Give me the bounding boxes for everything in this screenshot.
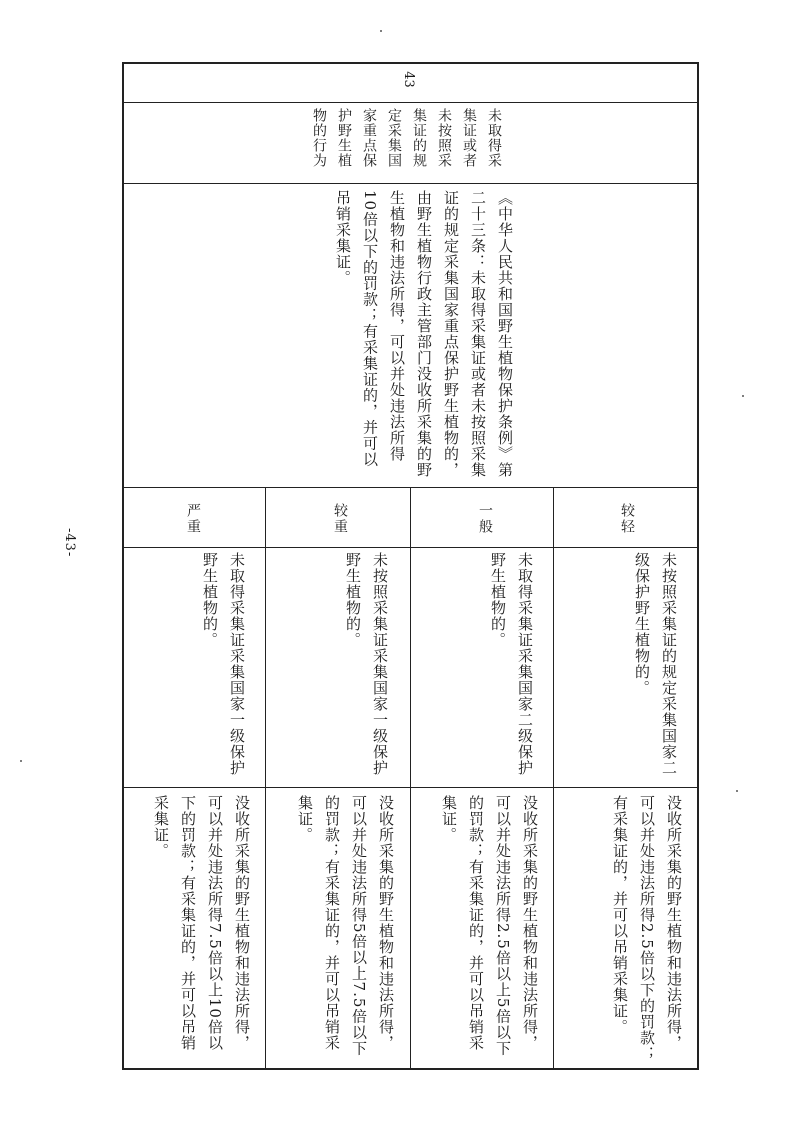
legal-basis-text: 《中华人民共和国野生植物保护条例》第二十三条：未取得采集证或者未按照采集证的规定采集国家重点保护野生植物的，由野生植物行政主管部门没收所采集的野生植物和违法所得，可以并处违法所得10倍以下的罚款；有采集证的，并可以吊销采集证。 (334, 190, 514, 478)
level-label-minor: 较轻 (619, 503, 635, 535)
scan-speck (20, 760, 22, 762)
footer-page-number: -43- (62, 528, 77, 558)
table-border-left (122, 62, 124, 1070)
table-rule-3 (123, 487, 699, 488)
circumstance-general: 未取得采集证采集国家二级保护野生植物的。 (489, 552, 534, 776)
table-rule-4 (123, 547, 699, 548)
level-label-severe: 严重 (185, 503, 201, 535)
table-col-sep-3 (265, 487, 266, 1070)
scan-speck (736, 790, 738, 792)
offense-description: 未取得采集证或者未按照采集证的规定采集国家重点保护野生植物的行为 (311, 108, 502, 168)
circumstance-serious: 未按照采集证采集国家一级保护野生植物的。 (344, 552, 389, 776)
table-border-right (697, 62, 699, 1070)
penalty-general: 没收所采集的野生植物和违法所得，可以并处违法所得2.5倍以上5倍以下的罚款；有采集证的，并可以吊销采集证。 (440, 795, 539, 1057)
circumstance-minor: 未按照采集证的规定采集国家二级保护野生植物的。 (633, 552, 678, 776)
table-col-sep-2 (410, 487, 411, 1070)
penalty-serious: 没收所采集的野生植物和违法所得，可以并处违法所得5倍以上7.5倍以下的罚款；有采集证的，并可以吊销采集证。 (296, 795, 395, 1057)
table-border-bottom (123, 1068, 699, 1070)
table-col-sep-1 (553, 487, 554, 1070)
header-page-number: 43 (400, 71, 416, 88)
level-label-serious: 较重 (332, 503, 348, 535)
table-rule-5 (123, 787, 699, 788)
scan-speck (742, 395, 744, 397)
table-border-top (123, 62, 699, 64)
circumstance-severe: 未取得采集证采集国家一级保护野生植物的。 (201, 552, 246, 776)
table-rule-1 (123, 102, 699, 103)
penalty-severe: 没收所采集的野生植物和违法所得，可以并处违法所得7.5倍以上10倍以下的罚款；有采集证的，并可以吊销采集证。 (152, 795, 251, 1051)
table-rule-2 (123, 183, 699, 184)
penalty-minor: 没收所采集的野生植物和违法所得，可以并处违法所得2.5倍以下的罚款；有采集证的，并可以吊销采集证。 (611, 795, 683, 1062)
level-label-general: 一般 (477, 503, 493, 535)
scan-speck (380, 30, 382, 32)
